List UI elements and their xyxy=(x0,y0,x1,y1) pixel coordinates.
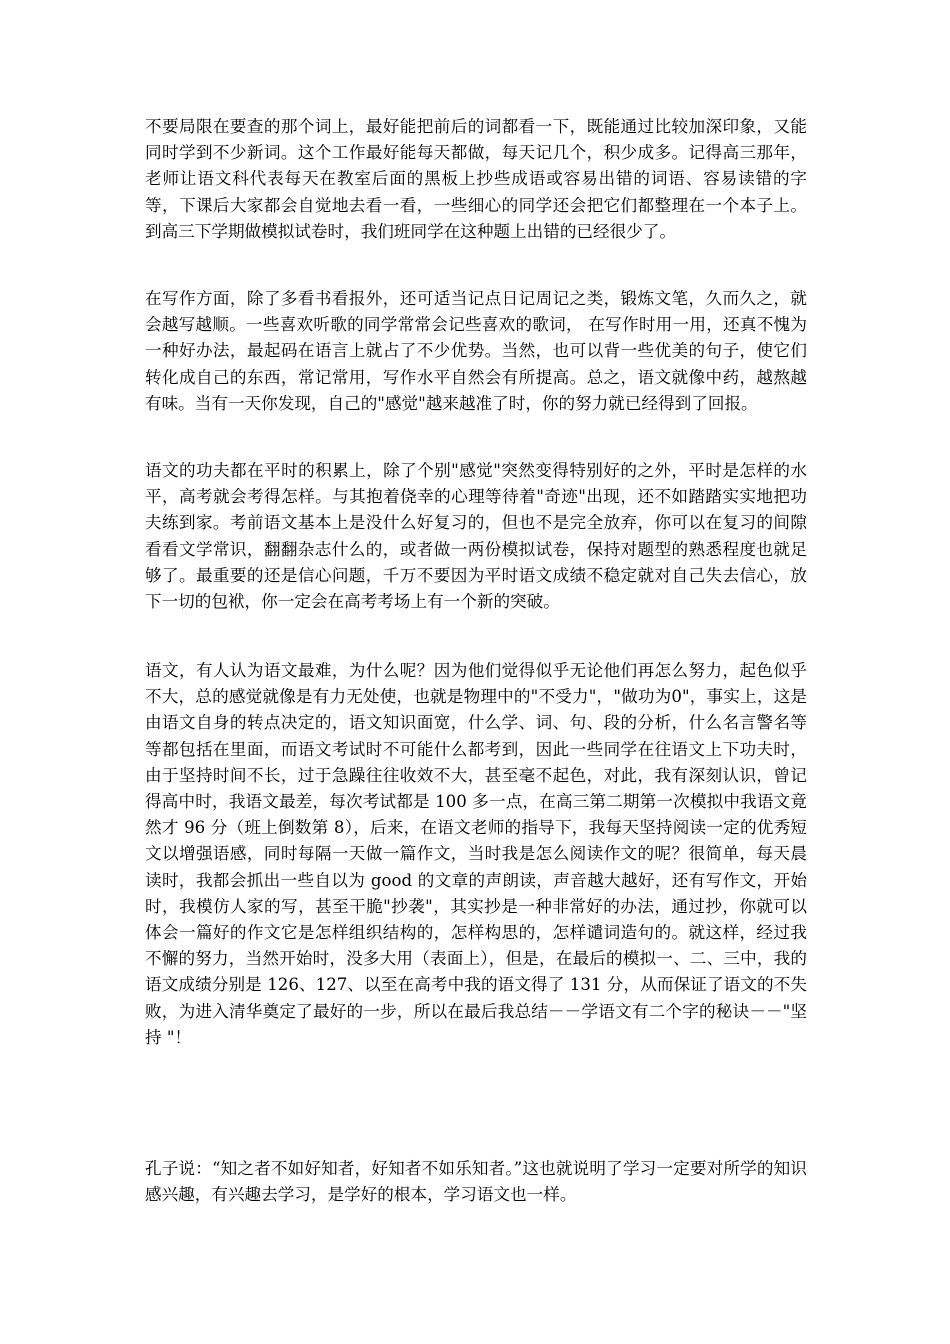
paragraph-accumulation: 语文的功夫都在平时的积累上，除了个别"感觉"突然变得特别好的之外，平时是怎样的水平，高考就会考得怎样。与其抱着侥幸的心理等待着"奇迹"出现，还不如踏踏实实地把功夫练到家。考前语文基本上是没什么好复习的，但也不是完全放弃，你可以在复习的间隙看看文学常识，翻翻杂志什么的，或者做一两份模拟试卷，保持对题型的熟悉程度也就足够了。最重要的还是信心问题，千万不要因为平时语文成绩不稳定就对自己失去信心，放下一切的包袱，你一定会在高考考场上有一个新的突破。 xyxy=(145,461,807,612)
paragraph-writing: 在写作方面，除了多看书看报外，还可适当记点日记周记之类，锻炼文笔，久而久之，就会越写越顺。一些喜欢听歌的同学常常会记些喜欢的歌词， 在写作时用一用，还真不愧为一种好办法，最起码在语言上就占了不少优势。当然，也可以背一些优美的句子，使它们转化成自己的东西，常记常用，写作水平自然会有所提高。总之，语文就像中药，越熬越有味。当有一天你发现，自己的"感觉"越来越准了时，你的努力就已经得到了回报。 xyxy=(145,289,807,413)
paragraph-confucius-quote: 孔子说：“知之者不如好知者，好知者不如乐知者。”这也就说明了学习一定要对所学的知识感兴趣，有兴趣去学习，是学好的根本，学习语文也一样。 xyxy=(145,1159,807,1205)
paragraph-vocabulary: 不要局限在要查的那个词上，最好能把前后的词都看一下，既能通过比较加深印象，又能同时学到不少新词。这个工作最好能每天都做，每天记几个，积少成多。记得高三那年，老师让语文科代表每天在教室后面的黑板上抄些成语或容易出错的词语、容易读错的字等，下课后大家都会自觉地去看一看，一些细心的同学还会把它们都整理在一个本子上。到高三下学期做模拟试卷时，我们班同学在这种题上出错的已经很少了。 xyxy=(145,117,807,241)
paragraph-perseverance: 语文，有人认为语文最难，为什么呢？因为他们觉得似乎无论他们再怎么努力，起色似乎不大，总的感觉就像是有力无处使，也就是物理中的"不受力"，"做功为0"，事实上，这是由语文自身的转点决定的，语文知识面宽，什么学、词、句、段的分析，什么名言警名等等都包括在里面，而语文考试时不可能什么都考到，因此一些同学在往语文上下功夫时，由于坚持时间不长，过于急躁往往收效不大，甚至毫不起色，对此，我有深刻认识，曾记得高中时，我语文最差，每次考试都是 100 多一点，在高三第二期第一次模拟中我语文竟然才 96 分（班上倒数第 8），后来，在语文老师的指导下，我每天坚持阅读一定的优秀短文以增强语感，同时每隔一天做一篇作文，当时我是怎么阅读作文的呢？很简单，每天晨读时，我都会抓出一些自以为 good 的文章的声朗读，声音越大越好，还有写作文，开始时，我模仿人家的写，甚至干脆"抄袭"，其实抄是一种非常好的办法，通过抄，你就可以体会一篇好的作文它是怎样组织结构的，怎样构思的，怎样谴词造句的。就这样，经过我不懈的努力，当然开始时，没多大用（表面上），但是，在最后的模拟一、二、三中，我的语文成绩分别是 126、127、以至在高考中我的语文得了 131 分，从而保证了语文的不失败，为进入清华奠定了最好的一步，所以在最后我总结－－学语文有二个字的秘诀－－"坚持 "！ xyxy=(145,661,807,1047)
